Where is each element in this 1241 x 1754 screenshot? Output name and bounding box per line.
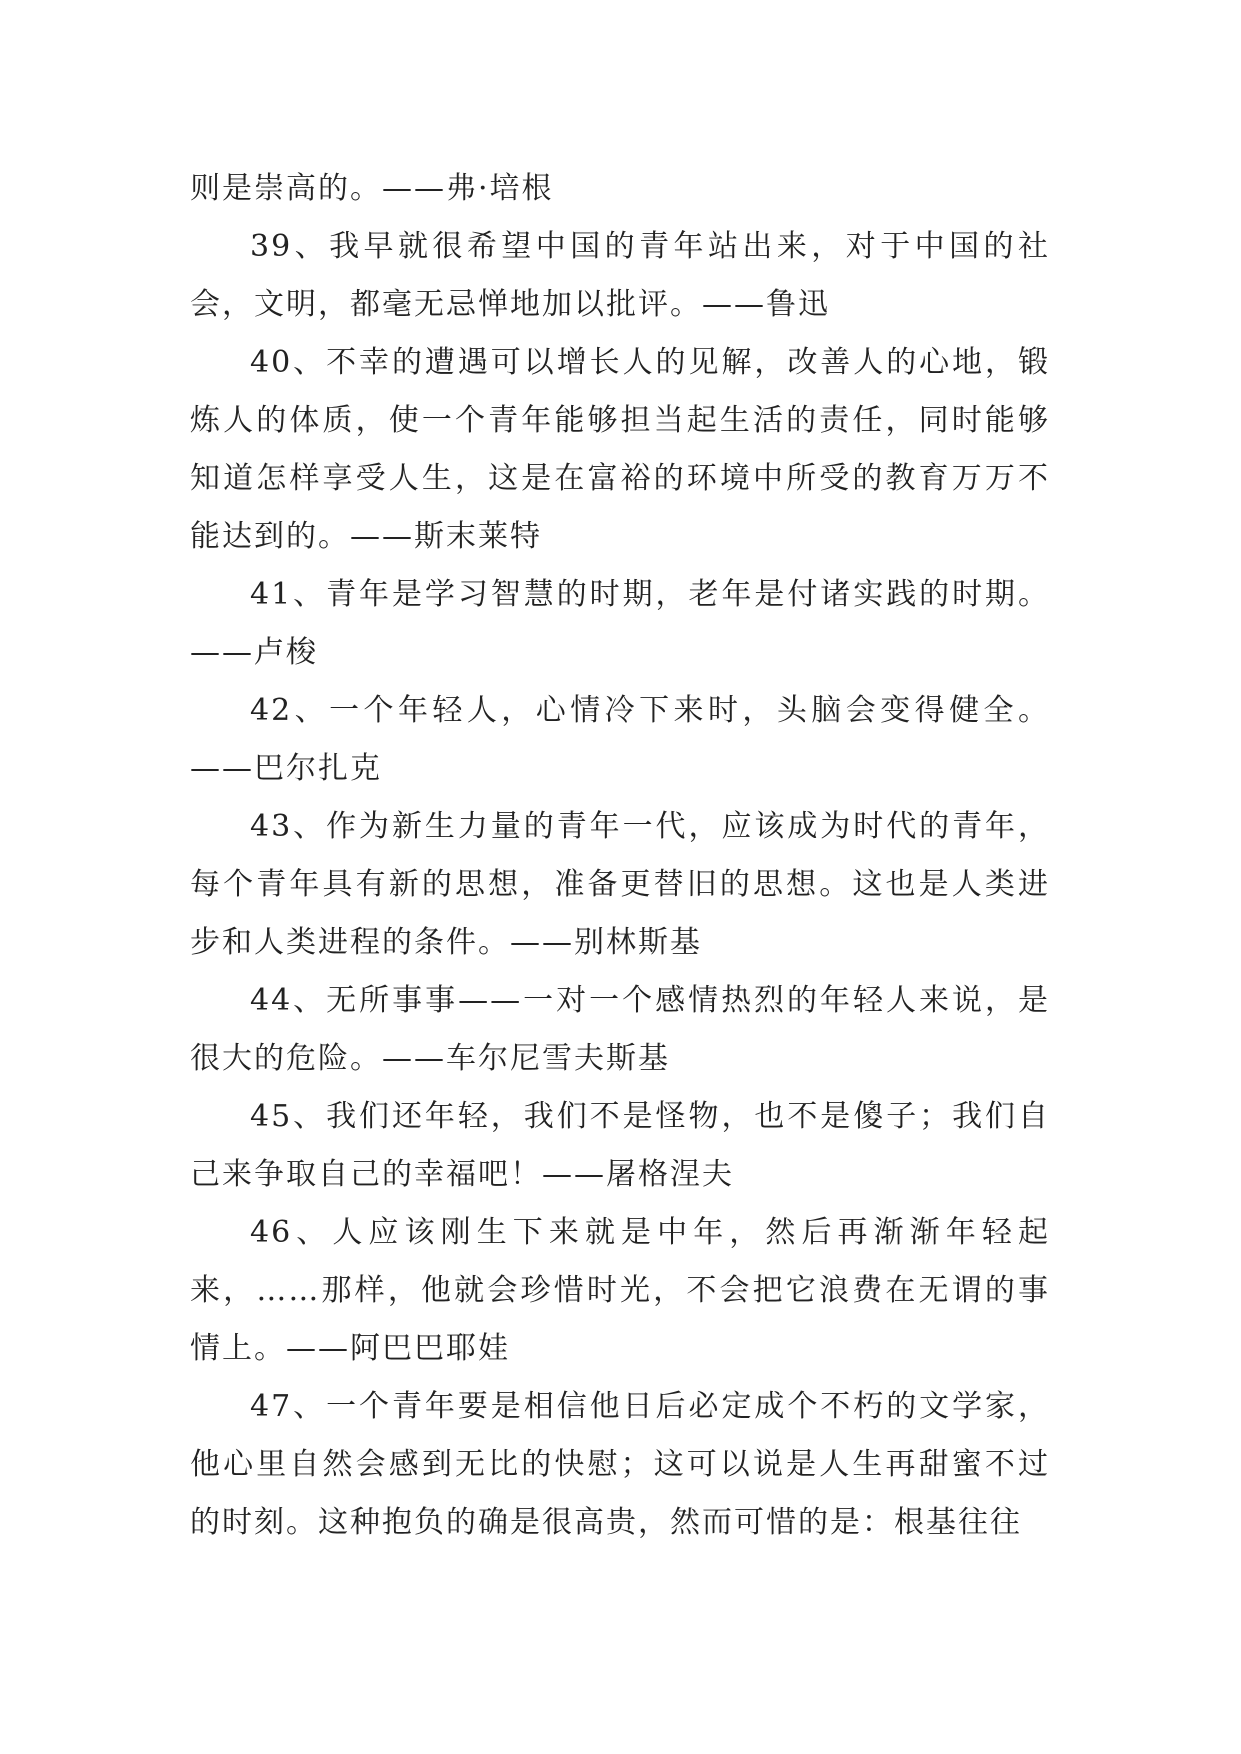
quote-paragraph-42: 42、一个年轻人，心情冷下来时，头脑会变得健全。——巴尔扎克 (190, 693, 1050, 786)
document-body (190, 160, 1050, 1552)
quote-paragraph-45: 45、我们还年轻，我们不是怪物，也不是傻子；我们自己来争取自己的幸福吧！——屠格涅夫 (190, 1099, 1050, 1192)
quote-paragraph-39: 39、我早就很希望中国的青年站出来，对于中国的社会，文明，都毫无忌惮地加以批评。——鲁迅 (190, 229, 1050, 322)
quote-paragraph-43: 43、作为新生力量的青年一代，应该成为时代的青年，每个青年具有新的思想，准备更替旧的思想。这也是人类进步和人类进程的条件。——别林斯基 (190, 809, 1050, 960)
paragraph-continuation: 则是崇高的。——弗·培根 (190, 171, 554, 206)
quote-paragraph-47: 47、一个青年要是相信他日后必定成个不朽的文学家，他心里自然会感到无比的快慰；这可以说是人生再甜蜜不过的时刻。这种抱负的确是很高贵，然而可惜的是：根基往往 (190, 1389, 1050, 1540)
quote-paragraph-46: 46、人应该刚生下来就是中年，然后再渐渐年轻起来，……那样，他就会珍惜时光，不会把它浪费在无谓的事情上。——阿巴巴耶娃 (190, 1215, 1050, 1366)
quote-paragraph-40: 40、不幸的遭遇可以增长人的见解，改善人的心地，锻炼人的体质，使一个青年能够担当起生活的责任，同时能够知道怎样享受人生，这是在富裕的环境中所受的教育万万不能达到的。——斯末莱特 (190, 345, 1050, 554)
quote-paragraph-41: 41、青年是学习智慧的时期，老年是付诸实践的时期。——卢梭 (190, 577, 1050, 670)
quote-paragraph-44: 44、无所事事——一对一个感情热烈的年轻人来说，是很大的危险。——车尔尼雪夫斯基 (190, 983, 1050, 1076)
